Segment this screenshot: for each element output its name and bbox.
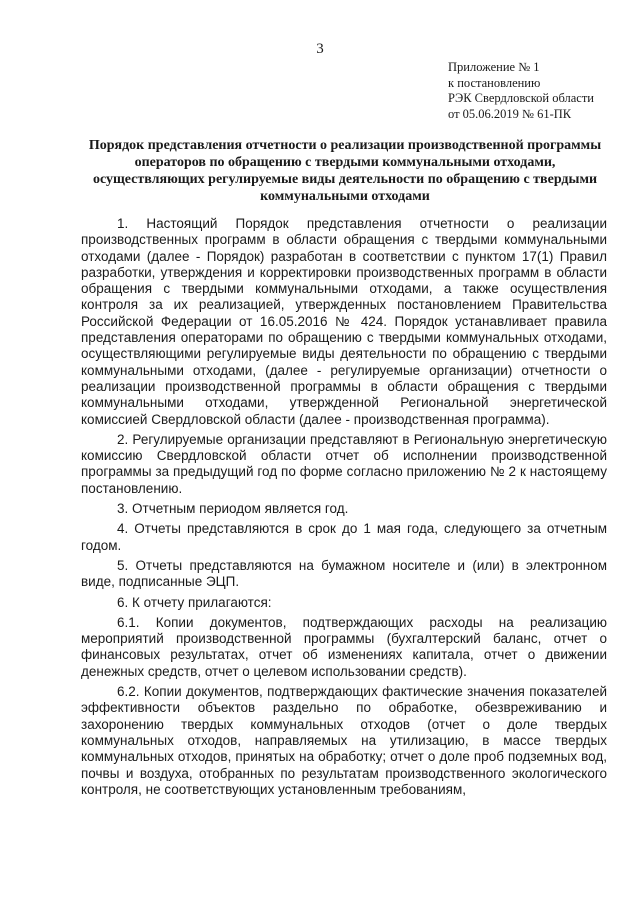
- paragraph-4: 4. Отчеты представляются в срок до 1 мая года, следующего за отчетным годом.: [81, 521, 607, 553]
- appendix-header: [448, 60, 628, 122]
- page-number: 3: [316, 41, 324, 57]
- document-title: Порядок представления отчетности о реализации производственной программы операторов по обращению с твердыми коммунальными отходами, осуществляющих регулируемые виды деятельности по обращению с твердыми коммунальными отходами: [88, 138, 602, 204]
- paragraph-1: 1. Настоящий Порядок представления отчетности о реализации производственных программ в области обращения с твердыми коммунальными отходами (далее - Порядок) разработан в соответствии с пунктом 17(1) Правил разработки, утверждения и корректировки производственных программ в области обращения с твердыми коммунальными отходами, а также осуществления контроля за их реализацией, утвержденных постановлением Правительства Российской Федерации от 16.05.2016 № 424. Порядок устанавливает правила представления операторами по обращению с твердыми коммунальных отходами, осуществляющими регулируемые виды деятельности по обращению с твердыми коммунальными отходами, (далее - регулируемые организации) отчетности о реализации производственной программы в области обращения с твердыми коммунальными отходами, утвержденной Региональной энергетической комиссией Свердловской области (далее - производственная программа).: [81, 216, 607, 427]
- paragraph-6-2: 6.2. Копии документов, подтверждающих фактические значения показателей эффективности объектов раздельно по обработке, обезвреживанию и захоронению твердых коммунальных отходов (отчет о доле твердых коммунальных отходов, направляемых на утилизацию, в массе твердых коммунальных отходов, принятых на обработку; отчет о доле проб подземных вод, почвы и воздуха, отобранных по результатам производственного экологического контроля, не соответствующих установленным требованиям,: [81, 684, 607, 797]
- paragraph-5: 5. Отчеты представляются на бумажном носителе и (или) в электронном виде, подписанные ЭЦП.: [81, 557, 607, 590]
- paragraph-6-1: 6.1. Копии документов, подтверждающих расходы на реализацию мероприятий производственной программы (бухгалтерский баланс, отчет о финансовых результатах, отчет об изменениях капитала, отчет о движении денежных средств, отчет о целевом использовании средств).: [81, 614, 607, 679]
- appendix-line-1: Приложение № 1: [448, 60, 540, 74]
- appendix-line-4: от 05.06.2019 № 61-ПК: [448, 106, 572, 121]
- appendix-line-3: РЭК Свердловской области: [448, 91, 594, 105]
- paragraph-2: 2. Регулируемые организации представляют в Региональную энергетическую комиссию Свердловской области отчет об исполнении производственной программы за предыдущий год по форме согласно приложению № 2 к настоящему постановлению.: [81, 431, 607, 496]
- document-body: [81, 216, 607, 802]
- paragraph-6: 6. К отчету прилагаются:: [117, 594, 272, 610]
- appendix-line-2: к постановлению: [448, 75, 541, 90]
- paragraph-3: 3. Отчетным периодом является год.: [117, 501, 349, 517]
